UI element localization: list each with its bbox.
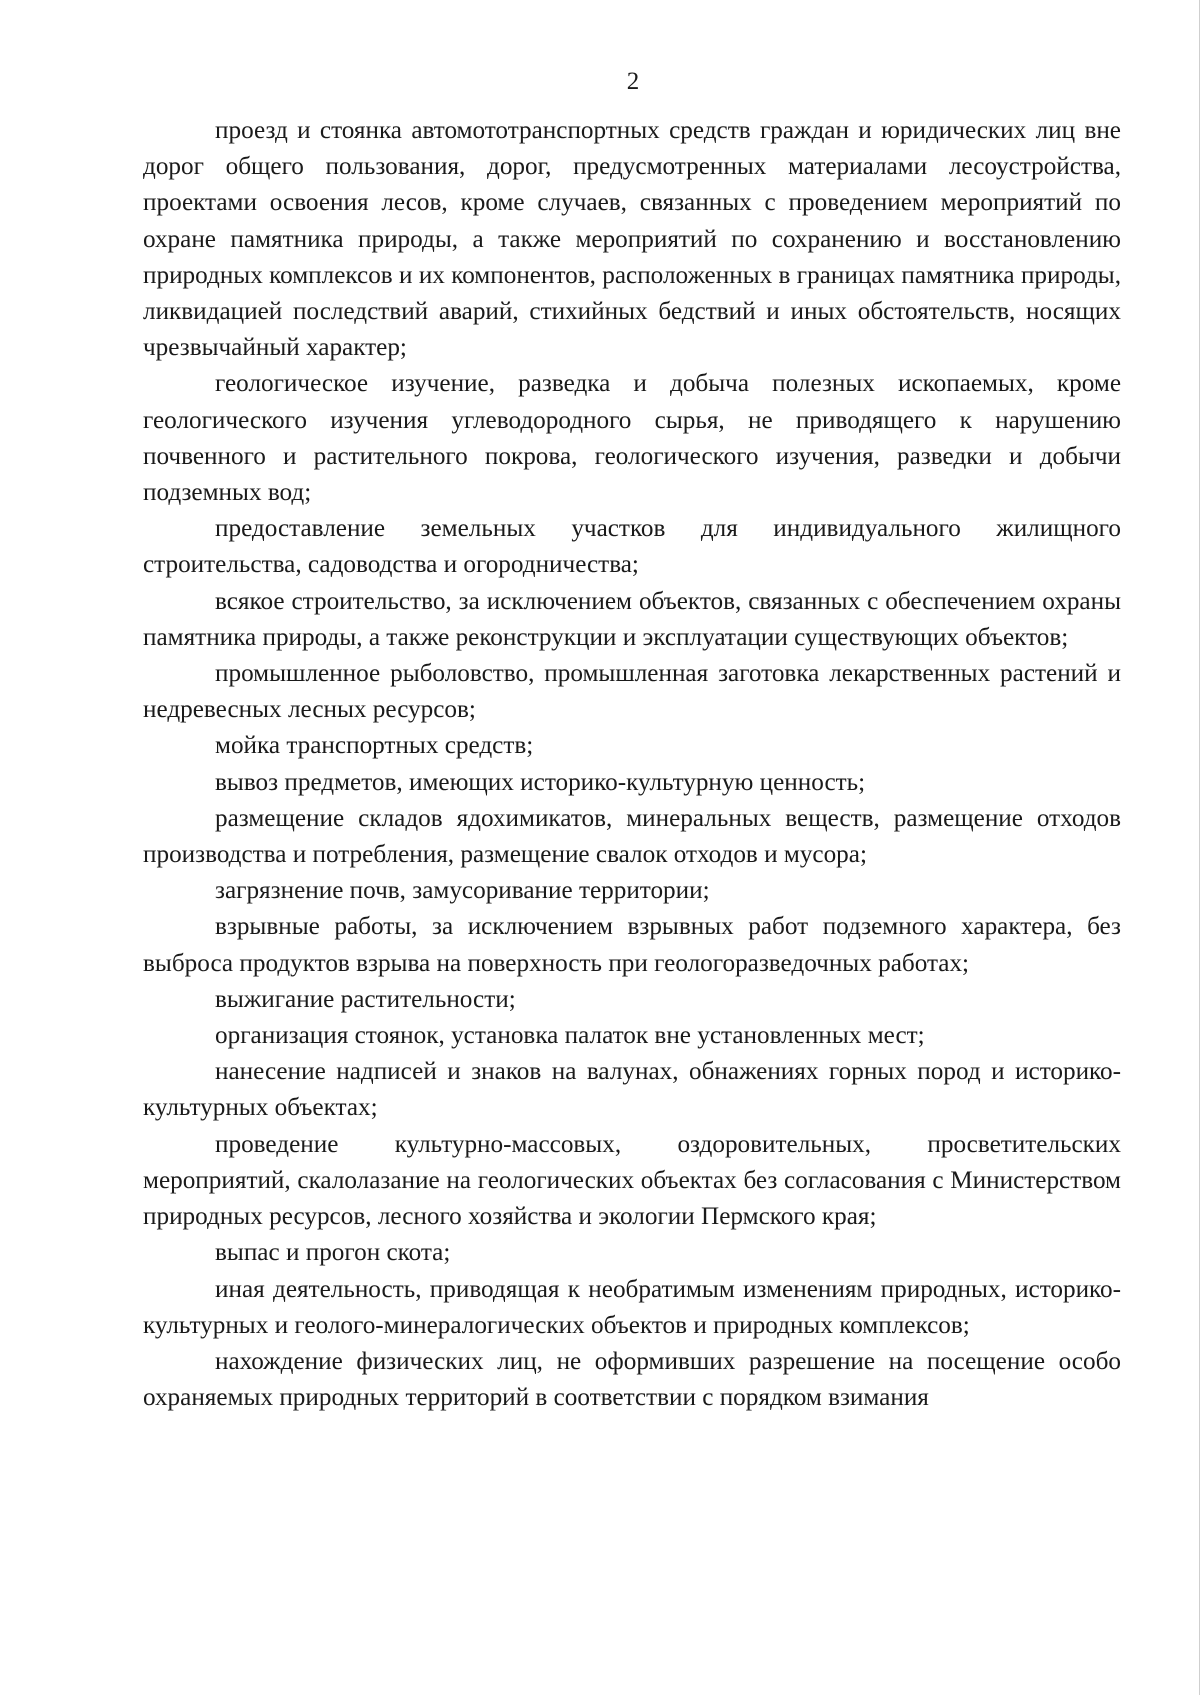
paragraph-6: мойка транспортных средств;	[215, 732, 534, 760]
paragraph-2: геологическое изучение, разведка и добыча полезных ископаемых, кроме геологического изучения углеводородного сырья, не приводящего к нарушению почвенного и растительного покрова, геологического изучения, разведки и добычи подземных вод;	[143, 370, 1121, 507]
paragraph-3: предоставление земельных участков для индивидуального жилищного строительства, садоводства и огородничества;	[143, 515, 1121, 579]
paragraph-7: вывоз предметов, имеющих историко-культурную ценность;	[215, 768, 866, 796]
paragraph-17: нахождение физических лиц, не оформивших разрешение на посещение особо охраняемых природных территорий в соответствии с порядком взимания	[143, 1347, 1121, 1412]
page-number: 2	[626, 68, 640, 95]
paragraph-14: проведение культурно-массовых, оздоровительных, просветительских мероприятий, скалолазание на геологических объектах без согласования с Министерством природных ресурсов, лесного хозяйства и экологии Пермского края;	[143, 1130, 1121, 1231]
paragraph-15: выпас и прогон скота;	[215, 1239, 451, 1267]
document-body	[143, 113, 1121, 1416]
paragraph-4: всякое строительство, за исключением объектов, связанных с обеспечением охраны памятника природы, а также реконструкции и эксплуатации существующих объектов;	[143, 587, 1121, 651]
paragraph-12: организация стоянок, установка палаток вне установленных мест;	[215, 1022, 925, 1050]
paragraph-1: проезд и стоянка автомототранспортных средств граждан и юридических лиц вне дорог общего пользования, дорог, предусмотренных материалами лесоустройства, проектами освоения лесов, кроме случаев, связанных с проведением мероприятий по охране памятника природы, а также мероприятий по сохранению и восстановлению природных комплексов и их компонентов, расположенных в границах памятника природы, ликвидацией последствий аварий, стихийных бедствий и иных обстоятельств, носящих чрезвычайный характер;	[143, 117, 1121, 362]
paragraph-13: нанесение надписей и знаков на валунах, обнажениях горных пород и историко-культурных объектах;	[143, 1058, 1121, 1122]
paragraph-5: промышленное рыболовство, промышленная заготовка лекарственных растений и недревесных лесных ресурсов;	[143, 660, 1121, 724]
paragraph-16: иная деятельность, приводящая к необратимым изменениям природных, историко-культурных и геолого-минералогических объектов и природных комплексов;	[143, 1275, 1121, 1339]
paragraph-10: взрывные работы, за исключением взрывных работ подземного характера, без выброса продуктов взрыва на поверхность при геологоразведочных работах;	[143, 913, 1121, 977]
paragraph-8: размещение складов ядохимикатов, минеральных веществ, размещение отходов производства и потребления, размещение свалок отходов и мусора;	[143, 804, 1121, 869]
paragraph-11: выжигание растительности;	[215, 985, 516, 1013]
paragraph-9: загрязнение почв, замусоривание территории;	[215, 877, 710, 905]
